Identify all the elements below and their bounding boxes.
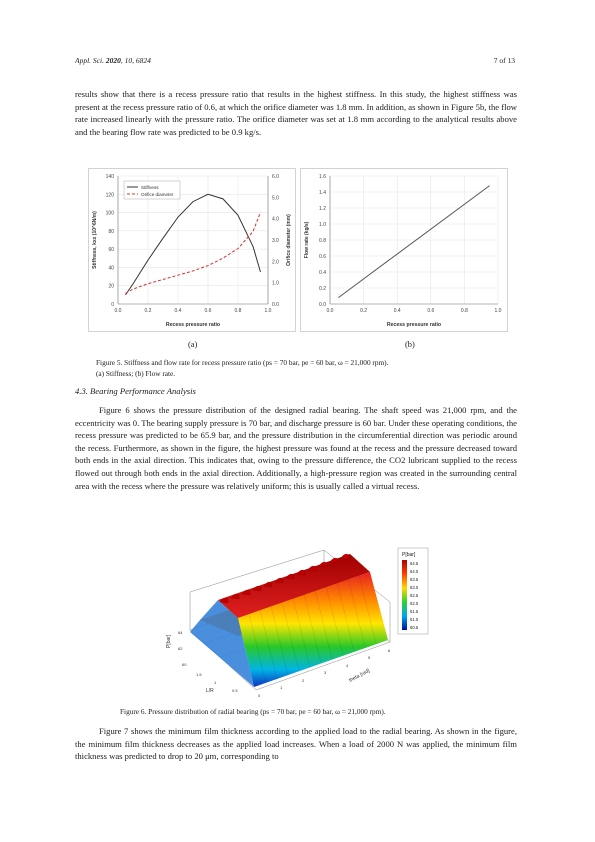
y2-tick-label: 0.0 bbox=[272, 302, 279, 308]
pressure-distribution-figure bbox=[160, 542, 460, 702]
colorbar-tick: 60.5 bbox=[410, 625, 419, 630]
y2-tick-label: 1.0 bbox=[272, 280, 279, 287]
x-tick-label: 0.2 bbox=[360, 308, 368, 314]
x-tick-label: 0.8 bbox=[234, 308, 242, 314]
lr-tick: 1.5 bbox=[196, 672, 202, 677]
y-tick-label: 40 bbox=[108, 265, 114, 272]
x-axis-label: Recess pressure ratio bbox=[165, 322, 221, 328]
figure-5a-label: (a) bbox=[188, 340, 198, 349]
y-tick-label: 0.2 bbox=[319, 286, 326, 292]
colorbar-tick: 63.0 bbox=[410, 585, 419, 590]
section-heading: 4.3. Bearing Performance Analysis bbox=[75, 386, 196, 396]
x-tick-label: 1.0 bbox=[494, 308, 502, 314]
paragraph-3: Figure 7 shows the minimum film thickness according to the applied load to the radial bearing. As shown in the figure, the minimum film thickness decreases as the applied load increases. When a load of 2000 N was applied, the minimum film thickness was predicted to drop to 20 μm, corresponding to bbox=[75, 726, 517, 762]
x-tick-label: 0.2 bbox=[144, 308, 152, 314]
colorbar-tick: 61.0 bbox=[410, 617, 419, 622]
y2-tick-label: 5.0 bbox=[272, 195, 279, 202]
x-tick-label: 0.0 bbox=[326, 308, 334, 314]
x-tick-label: 0.4 bbox=[393, 308, 401, 314]
y-tick-label: 140 bbox=[105, 174, 114, 180]
page-number: 7 of 13 bbox=[493, 56, 515, 65]
y-tick-label: 80 bbox=[108, 228, 114, 235]
y-axis-label: Flow rate (kg/s) bbox=[304, 221, 310, 259]
flow-rate-chart bbox=[300, 168, 508, 332]
y-tick-label: 120 bbox=[105, 192, 114, 199]
figure-5-caption-line-2: (a) Stiffness; (b) Flow rate. bbox=[96, 369, 176, 378]
y-axis-label: Stiffness, kxx (10^6N/m) bbox=[92, 211, 98, 269]
y-tick-label: 20 bbox=[108, 283, 114, 290]
paragraph-2: Figure 6 shows the pressure distribution of the designed radial bearing. The shaft speed was 21,000 rpm, and the eccentricity was 0. The bearing supply pressure is 70 bar, and discharge pressure is 60 bar. Under these operating conditions, the recess pressure was predicted to be 65.9 bar, and the pressure distribution in the circumferential direction was periodic around the recess. Furthermore, as shown in the figure, the highest pressure was found at the recess and the pressure decreased toward both ends in the axial direction. This indicates that, owing to the pressure difference, the CO2 lubricant supplied to the recess flowed out through both ends in the axial direction. Additionally, a high-pressure region was created in the surrounding central area with the recess where the pressure was relatively uniform; this is usually called a virtual recess. bbox=[75, 405, 517, 491]
colorbar-tick: 61.5 bbox=[410, 609, 419, 614]
x-tick-label: 0.6 bbox=[427, 308, 435, 314]
colorbar-title: P[bar] bbox=[402, 552, 416, 558]
colorbar-tick: 62.5 bbox=[410, 593, 419, 598]
theta-tick: 3 bbox=[324, 670, 327, 675]
figure-5 bbox=[88, 168, 508, 338]
y-tick-label: 1.0 bbox=[319, 222, 326, 228]
y2-tick-label: 3.0 bbox=[272, 238, 279, 244]
theta-tick: 4 bbox=[346, 663, 349, 668]
figure-5-caption bbox=[96, 357, 388, 379]
theta-tick: 6 bbox=[388, 648, 391, 653]
lr-tick: 1 bbox=[214, 680, 217, 685]
x-axis-label: Recess pressure ratio bbox=[386, 322, 442, 328]
figure-5-caption-line-1: Figure 5. Stiffness and flow rate for recess pressure ratio (ps = 70 bar, pe = 60 bar, ω = 21,000 rpm). bbox=[96, 358, 389, 367]
figure-5b-label: (b) bbox=[405, 340, 415, 349]
theta-label: theta [rad] bbox=[348, 667, 371, 684]
stiffness-chart bbox=[88, 168, 296, 332]
lr-label: L/R bbox=[206, 688, 214, 694]
x-tick-label: 0.4 bbox=[174, 308, 182, 314]
y2-axis-label: Orifice diameter (mm) bbox=[286, 214, 292, 266]
x-tick-label: 0.6 bbox=[204, 308, 212, 314]
theta-tick: 2 bbox=[302, 678, 305, 683]
y2-tick-label: 6.0 bbox=[272, 174, 279, 180]
y2-tick-label: 2.0 bbox=[272, 259, 279, 266]
x-tick-label: 1.0 bbox=[264, 308, 272, 314]
y2-tick-label: 4.0 bbox=[272, 216, 279, 223]
y-tick-label: 0.6 bbox=[319, 254, 326, 260]
y-tick-label: 0.0 bbox=[319, 302, 326, 308]
colorbar-tick: 64.5 bbox=[410, 561, 419, 566]
y-tick-label: 1.4 bbox=[319, 190, 326, 196]
legend-label: Orifice diameter bbox=[141, 191, 174, 197]
theta-tick: 5 bbox=[368, 655, 371, 660]
page-header bbox=[75, 56, 515, 65]
colorbar-tick: 64.0 bbox=[410, 569, 419, 574]
y-tick-label: 0 bbox=[111, 302, 114, 308]
y-tick-label: 1.6 bbox=[319, 174, 326, 180]
paragraph-1: results show that there is a recess pressure ratio that results in the highest stiffness. In this study, the highest stiffness was present at the recess pressure ratio of 0.6, at which the orifice diameter was 1.8 mm. In addition, as shown in Figure 5b, the flow rate increased linearly with the pressure ratio. The orifice diameter was set at 1.8 mm according to the analytical results above and the bearing flow rate was predicted to be 0.9 kg/s. bbox=[75, 89, 517, 137]
x-tick-label: 0.0 bbox=[114, 308, 122, 314]
theta-tick: 0 bbox=[258, 693, 261, 698]
z-axis-label: P[bar] bbox=[166, 634, 172, 648]
theta-tick: 1 bbox=[280, 685, 283, 690]
figure-6-caption: Figure 6. Pressure distribution of radial bearing (ps = 70 bar, pe = 60 bar, ω = 21,000 rpm). bbox=[120, 707, 386, 716]
lr-tick: 0.5 bbox=[232, 688, 238, 693]
z-tick: 64 bbox=[178, 630, 183, 635]
x-tick-label: 0.8 bbox=[460, 308, 468, 314]
colorbar-tick: 63.5 bbox=[410, 577, 419, 582]
colorbar bbox=[398, 548, 428, 634]
legend-label: Stiffness bbox=[141, 184, 159, 190]
y-tick-label: 0.4 bbox=[319, 270, 326, 276]
y-tick-label: 0.8 bbox=[319, 238, 326, 244]
colorbar-tick: 62.0 bbox=[410, 601, 419, 606]
y-tick-label: 60 bbox=[108, 247, 114, 254]
y-tick-label: 1.2 bbox=[319, 206, 326, 212]
y-tick-label: 100 bbox=[105, 210, 114, 217]
journal-citation: Appl. Sci. 2020, 10, 6824 bbox=[75, 56, 151, 65]
z-tick: 62 bbox=[178, 646, 183, 651]
z-tick: 60 bbox=[182, 662, 187, 667]
